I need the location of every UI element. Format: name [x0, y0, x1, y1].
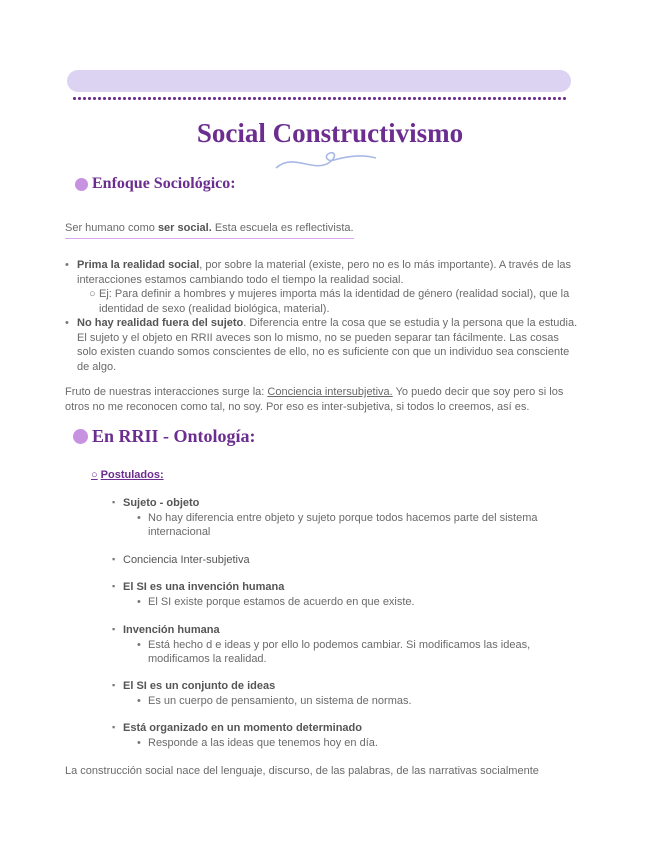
para-prefix: Fruto de nuestras interacciones surge la: — [65, 386, 268, 398]
list-item — [65, 258, 580, 316]
circle-bullet-icon: ○ — [91, 469, 98, 481]
postulado-head — [112, 496, 552, 511]
postulado-desc — [112, 511, 552, 540]
bullet-dot-icon: • — [137, 511, 141, 524]
page-title: Social Constructivismo — [196, 118, 464, 148]
small-bullet-icon: ▪ — [112, 722, 116, 732]
postulado-desc — [112, 736, 552, 751]
purple-bullet-icon — [73, 429, 88, 444]
closing-paragraph: La construcción social nace del lenguaje, discurso, de las palabras, de las narrativas socialmente — [65, 765, 539, 777]
small-bullet-icon: ▪ — [112, 581, 116, 591]
postulado-desc-text: Está hecho d e ideas y por ello lo podemos cambiar. Si modificamos las ideas, modificamos la realidad. — [148, 638, 531, 665]
small-bullet-icon: ▪ — [112, 554, 116, 564]
postulado-head-text: Está organizado en un momento determinado — [123, 722, 362, 734]
postulado-head-text: Invención humana — [123, 624, 220, 636]
sub-list — [77, 287, 580, 316]
postulado-item — [112, 580, 552, 609]
sociologico-list — [65, 258, 580, 374]
postulado-head-text: El SI es un conjunto de ideas — [123, 680, 276, 692]
sub1-text: Ej: Para definir a hombres y mujeres importa más la identidad de género (realidad social), que la identidad de sexo (realidad biológica, material). — [99, 288, 570, 315]
section-heading-text: En RRII - Ontología: — [92, 426, 256, 446]
postulado-desc — [112, 638, 552, 667]
conciencia-paragraph — [65, 385, 585, 414]
bullet2-bold: No hay realidad fuera del sujeto — [77, 317, 244, 329]
small-bullet-icon: ▪ — [112, 497, 116, 507]
bullet-dot-icon: • — [137, 694, 141, 707]
postulado-item — [112, 721, 552, 750]
conciencia-link[interactable]: Conciencia intersubjetiva. — [267, 386, 393, 398]
purple-bullet-icon — [75, 178, 88, 191]
para-suffix: Yo puedo decir que soy pero si los otros no me reconocen como tal, no soy. Por eso es inter-subjetiva, si todos lo creemos, así es. — [65, 386, 564, 413]
postulado-head — [112, 623, 552, 638]
sub-list-item — [77, 287, 580, 316]
postulados-heading — [91, 469, 164, 481]
small-bullet-icon: ▪ — [112, 624, 116, 634]
bullet-dot-icon: • — [137, 736, 141, 749]
section-heading-sociologico — [75, 175, 236, 193]
circle-bullet-icon: ○ — [89, 288, 96, 300]
postulado-head — [112, 679, 552, 694]
postulado-head-text: El SI es una invención humana — [123, 581, 285, 593]
intro-suffix: Esta escuela es reflectivista. — [211, 222, 354, 234]
swirl-ornament-icon — [274, 148, 378, 174]
bullet1-bold: Prima la realidad social — [77, 259, 200, 271]
postulado-item — [112, 623, 552, 667]
postulado-desc-text: El SI existe porque estamos de acuerdo en que existe. — [148, 595, 415, 608]
section-heading-text: Enfoque Sociológico: — [92, 175, 236, 192]
postulado-desc — [112, 595, 552, 610]
postulado-head-text: Sujeto - objeto — [123, 497, 200, 509]
intro-paragraph — [65, 221, 354, 239]
postulado-item — [112, 553, 552, 568]
section-heading-ontologia — [73, 426, 256, 447]
intro-bold: ser social. — [157, 222, 212, 234]
postulados-label[interactable]: Postulados: — [100, 469, 164, 481]
postulado-head-text: Conciencia Inter-subjetiva — [123, 554, 250, 566]
postulado-desc-text: Es un cuerpo de pensamiento, un sistema de normas. — [148, 694, 412, 707]
postulado-item — [112, 679, 552, 708]
bullet2-text: . Diferencia entre la cosa que se estudia y la persona que la estudia. El sujeto y el objeto en RRII aveces son lo mismo, no se pueden separar tan fácilmente. Las cosas solo existen cuando somos conscientes de ello, no es suficiente con que un individuo sea consciente de algo. — [77, 317, 578, 373]
bullet-dot-icon: • — [137, 595, 141, 608]
postulado-item — [112, 496, 552, 540]
header-banner — [67, 70, 571, 92]
bullet1-text: , por sobre la material (existe, pero no es lo más importante). A través de las interacciones estamos cambiando todo el tiempo la realidad social. — [77, 259, 572, 286]
intro-prefix: Ser humano como — [65, 222, 158, 234]
postulado-desc-text: Responde a las ideas que tenemos hoy en día. — [148, 736, 378, 749]
dotted-divider — [72, 96, 568, 102]
bullet-dot-icon: • — [65, 317, 69, 329]
postulado-head — [112, 580, 552, 595]
postulado-desc — [112, 694, 552, 709]
postulado-head — [112, 721, 552, 736]
list-item — [65, 316, 580, 374]
postulado-head — [112, 553, 552, 568]
small-bullet-icon: ▪ — [112, 680, 116, 690]
postulado-desc-text: No hay diferencia entre objeto y sujeto porque todos hacemos parte del sistema internacional — [148, 511, 538, 538]
bullet-dot-icon: • — [65, 259, 69, 271]
bullet-dot-icon: • — [137, 638, 141, 651]
